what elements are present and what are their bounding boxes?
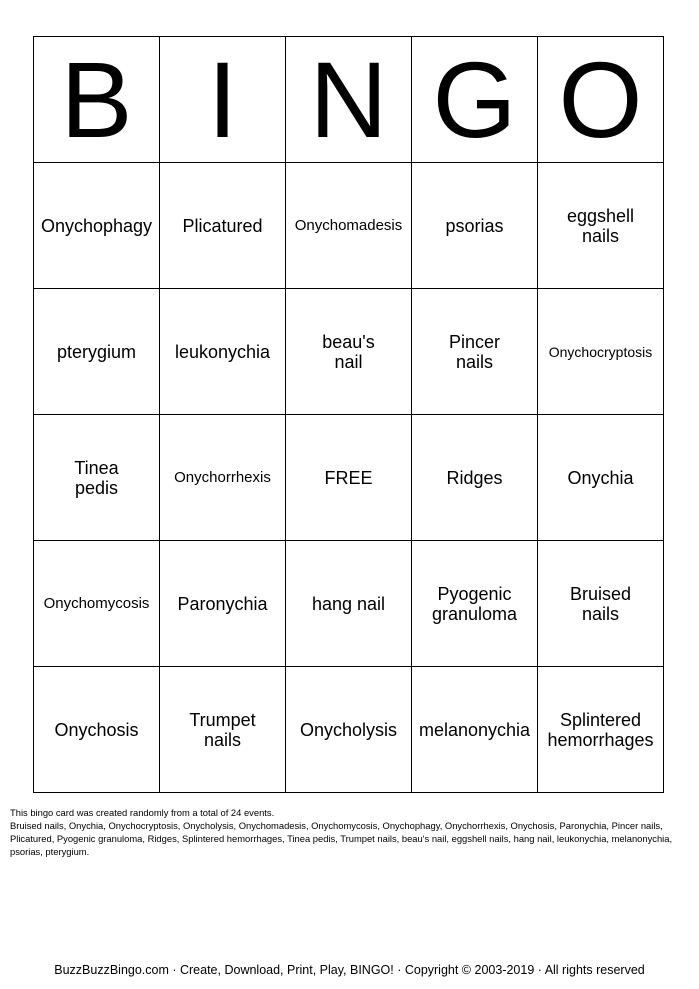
bingo-cell: psorias xyxy=(412,163,538,289)
bingo-cell: Plicatured xyxy=(160,163,286,289)
free-space-cell: FREE xyxy=(286,415,412,541)
bingo-cell: eggshell nails xyxy=(538,163,664,289)
bingo-cell: leukonychia xyxy=(160,289,286,415)
bingo-cell: Paronychia xyxy=(160,541,286,667)
bingo-cell: Onychomadesis xyxy=(286,163,412,289)
header-letter-b: B xyxy=(34,37,160,163)
header-letter-o: O xyxy=(538,37,664,163)
bingo-row-1 xyxy=(34,163,664,289)
bingo-cell: pterygium xyxy=(34,289,160,415)
bingo-cell: beau's nail xyxy=(286,289,412,415)
header-letter-g: G xyxy=(412,37,538,163)
bingo-cell: Bruised nails xyxy=(538,541,664,667)
bingo-cell: melanonychia xyxy=(412,667,538,793)
bingo-row-4 xyxy=(34,541,664,667)
card-note xyxy=(10,806,690,858)
bingo-cell: Ridges xyxy=(412,415,538,541)
bingo-cell: Onychosis xyxy=(34,667,160,793)
bingo-header-row xyxy=(34,37,664,163)
bingo-cell: Onychocryptosis xyxy=(538,289,664,415)
bingo-cell: Onychia xyxy=(538,415,664,541)
card-note-event-list: Bruised nails, Onychia, Onychocryptosis, Onycholysis, Onychomadesis, Onychomycosis, Onychophagy, Onychorrhexis, Onychosis, Paronychia, Pincer nails, Plicatured, Pyogenic granuloma, Ridges, Splintered hemorrhages, Tinea pedis, Trumpet nails, beau's nail, eggshell nails, hang nail, leukonychia, melanonychia, psorias, pterygium. xyxy=(10,820,673,857)
bingo-row-2 xyxy=(34,289,664,415)
header-letter-n: N xyxy=(286,37,412,163)
card-note-intro: This bingo card was created randomly from a total of 24 events. xyxy=(10,807,275,818)
bingo-row-5 xyxy=(34,667,664,793)
page-footer: BuzzBuzzBingo.com · Create, Download, Print, Play, BINGO! · Copyright © 2003-2019 · All rights reserved xyxy=(54,963,645,977)
bingo-cell: Onychomycosis xyxy=(34,541,160,667)
bingo-cell: Onychorrhexis xyxy=(160,415,286,541)
bingo-cell: Splintered hemorrhages xyxy=(538,667,664,793)
header-letter-i: I xyxy=(160,37,286,163)
bingo-cell: Tinea pedis xyxy=(34,415,160,541)
bingo-cell: Pincer nails xyxy=(412,289,538,415)
bingo-row-3 xyxy=(34,415,664,541)
bingo-card xyxy=(33,36,664,793)
bingo-cell: Onychophagy xyxy=(34,163,160,289)
bingo-cell: Onycholysis xyxy=(286,667,412,793)
bingo-cell: Pyogenic granuloma xyxy=(412,541,538,667)
bingo-cell: hang nail xyxy=(286,541,412,667)
bingo-cell: Trumpet nails xyxy=(160,667,286,793)
